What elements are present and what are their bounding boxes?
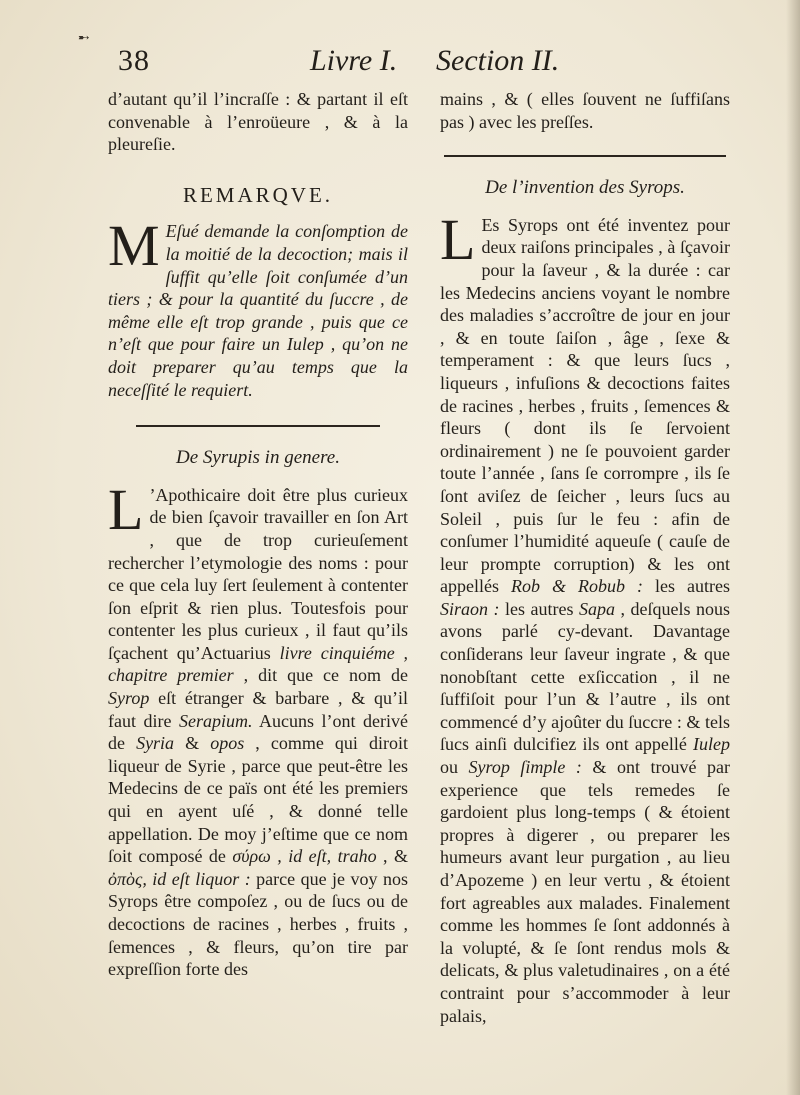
invention-paragraph	[440, 206, 730, 1027]
section-title: Section II.	[436, 44, 560, 77]
invention-text-2: les autres	[643, 576, 730, 597]
drop-cap-l: L	[108, 476, 144, 542]
syrupis-text-8: parce que je voy nos Syrops être compoſez , ou de ſucs ou de decoctions de racines , herbes , fruits , ſemences , & fleurs, qu’on tire par expreſſion forte des	[108, 868, 408, 980]
syrupis-text-2: , dit que ce nom de	[233, 665, 408, 686]
syrupis-heading: De Syrupis in genere.	[176, 447, 340, 469]
running-head	[118, 44, 738, 84]
remarque-heading: REMARQVE.	[182, 182, 334, 207]
invention-text-5: ou	[440, 757, 469, 778]
syrupis-ital-7: ὀπὸς, id eſt liquor :	[108, 868, 251, 889]
drop-cap-m: M	[108, 213, 160, 279]
invention-ital-3: Sapa	[579, 598, 615, 619]
invention-text-3: les autres	[499, 598, 579, 619]
syrupis-ital-6: σύρω , id eſt, traho	[232, 846, 377, 867]
left-intro-paragraph: d’autant qu’il l’incraſſe : & partant il eſt convenable à l’enroüeure , & à la pleureſie.	[108, 89, 408, 155]
drop-cap-l-right: L	[440, 206, 476, 272]
divider-rule	[136, 425, 380, 427]
invention-ital-5: Syrop ſimple :	[468, 757, 582, 778]
remarque-paragraph	[108, 213, 408, 401]
syrupis-text-6: , comme qui diroit liqueur de Syrie , parce que peut-être les Medecins de ce païs ont été les premiers qui en ayent uſé , & donné telle appellation. De moy j’eſtime que ce nom ſoit composé de	[108, 733, 408, 867]
syrupis-ital-5: opos	[210, 733, 245, 754]
corner-mark: ➸	[78, 31, 90, 46]
divider-rule-right	[444, 155, 726, 157]
page-edge-shadow	[786, 0, 800, 1095]
invention-text-4: , deſquels nous avons parlé cy-devant. Davantage conſiderans leur ſaveur ingrate , & que nonobſtant cette exſiccation , il ne ſuffiſoit pour l’un & l’autre , ils ont commencé d’y ajoûter du ſuccre : & tels ſucs ainſi dulcifiez ils ont appellé	[440, 598, 730, 755]
page-number: 38	[118, 44, 150, 77]
invention-heading: De l’invention des Syrops.	[485, 177, 685, 199]
right-column	[440, 88, 730, 1027]
invention-ital-1: Rob & Robub :	[510, 576, 643, 597]
invention-ital-2: Siraon :	[440, 598, 500, 619]
invention-text-6: & ont trouvé par experience que tels remedes ſe gardoient plus long-temps ( & étoient propres à digerer , ou preparer les humeurs avant leur purgation , au lieu d’Apozeme ) en leur vertu , & étoient fort agreables aux malades. Finalement comme les hommes ſe ſont addonnés à la volupté, & ſe ſont rendus mols & delicats, & plus valetudinaires , on a été contraint pour s’accommoder à leur palais,	[440, 757, 730, 1026]
book-title: Livre I.	[310, 44, 398, 77]
syrupis-ital-4: Syria	[136, 733, 175, 754]
syrupis-ital-1: livre cinquiéme , chapitre premier	[108, 642, 408, 686]
invention-text-1: Es Syrops ont été inventez pour deux raiſons principales , à ſçavoir pour la ſaveur , & la durée : car les Medecins anciens voyant le nombre des maladies s’accroître de jour en jour , & en toute ſaiſon , âge , ſexe & temperament : & que leurs ſucs , liqueurs , infuſions & decoctions faites de racines , herbes , fruits , ſemences & fleurs ( dont ils ſe ſervoient ordinairement ) ne ſe pouvoient garder toute l’année , ſans ſe corrompre , ils ſe ſont aviſez de ſeicher , leurs ſucs au Soleil , puis ſur le feu : afin de conſumer l’humidité aqueuſe ( cauſe de leur prompte corruption) & les ont appellés	[440, 214, 730, 597]
syrupis-text-4: Aucuns l’ont derivé de	[108, 710, 408, 754]
syrupis-text-3: eſt étranger & barbare , & qu’il faut dire	[108, 688, 408, 731]
invention-ital-4: Iulep	[693, 734, 730, 755]
syrupis-ital-3: Serapium.	[179, 710, 253, 731]
syrupis-text-5: &	[174, 733, 211, 754]
syrupis-paragraph	[108, 476, 408, 981]
syrupis-text-7: , &	[376, 846, 408, 867]
right-intro-paragraph: mains , & ( elles ſouvent ne ſuffiſans pas ) avec les preſſes.	[440, 89, 730, 132]
remarque-text: Eſué demande la conſomption de la moitié de la decoction; mais il ſuffit qu’elle ſoit conſumée d’un tiers ; & pour la quantité du ſuccre , de même elle eſt trop grande , puis que ce n’eſt que pour faire un Iulep , qu’on ne doit preparer qu’au temps que la neceſſité le requiert.	[108, 221, 408, 400]
syrupis-text-1: ’Apothicaire doit être plus curieux de bien ſçavoir travailler en ſon Art , que de trop curieuſement rechercher l’etymologie des noms : pour ce que cela luy ſert ſeulement à contenter ſon eſprit & rien plus. Toutesfois pour contenter les plus curieux , il faut qu’ils ſçachent qu’Actuarius	[108, 484, 408, 663]
syrupis-ital-2: Syrop	[108, 688, 150, 709]
left-column	[108, 88, 408, 981]
